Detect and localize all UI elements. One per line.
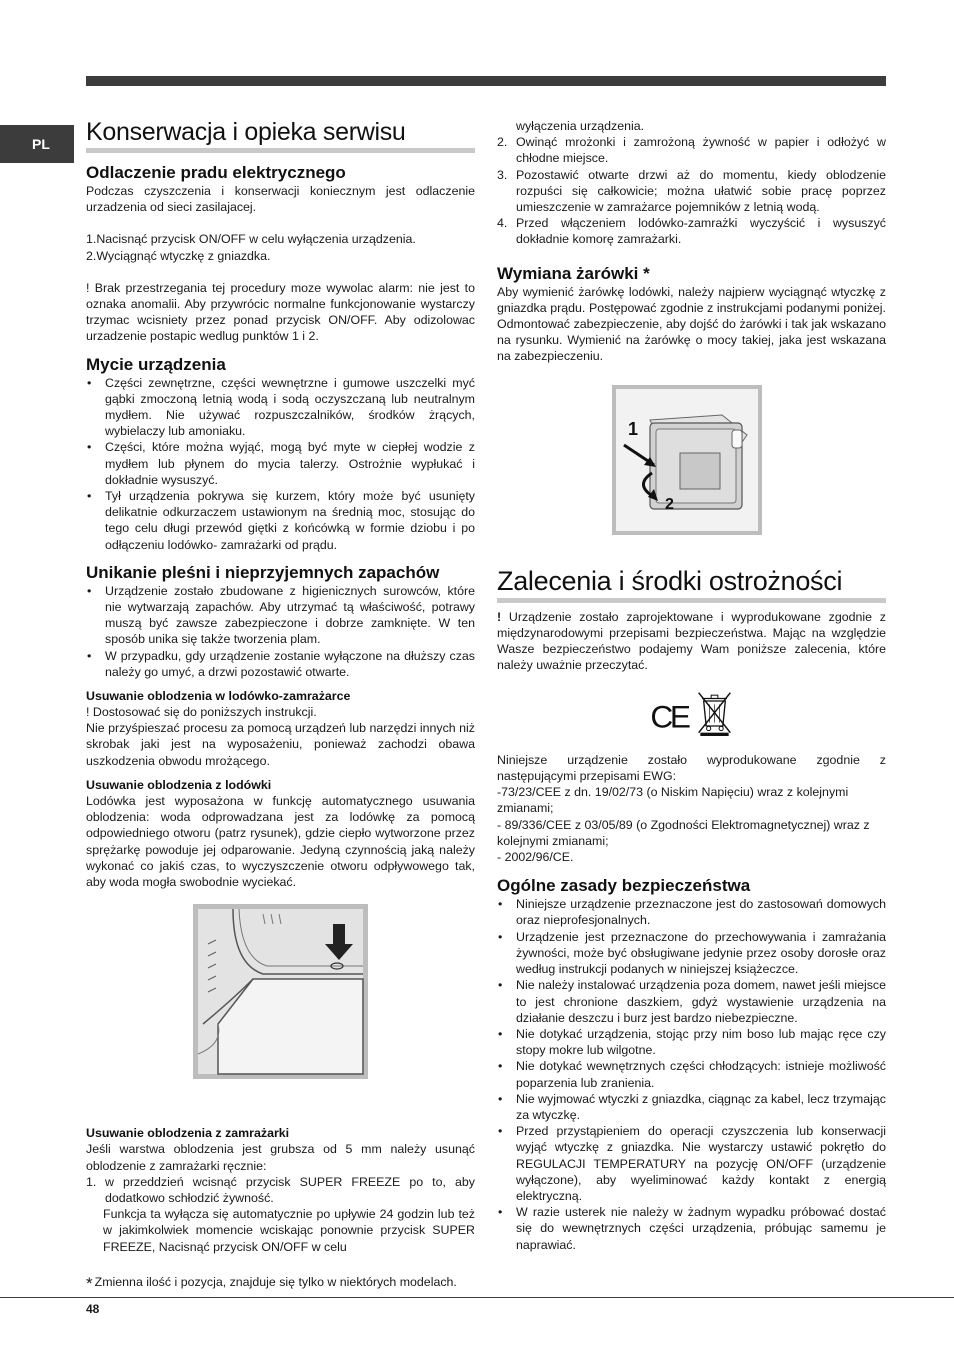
list-item: • Tył urządzenia pokrywa się kurzem, który może być usunięty delikatnie odkurzaczem ustawionym na średnią moc, stosując do tego celu długi przewód giętki z końcówką w formie dziobu i po odłączeniu lodówko- zamrażarki od prądu. bbox=[86, 488, 475, 553]
bulb-cover-illustration bbox=[612, 385, 762, 535]
heading-defrost-combo: Usuwanie oblodzenia w lodówko-zamrażarce bbox=[86, 689, 351, 704]
list-item: • Części, które można wyjąć, mogą być myte w ciepłej wodzie z mydłem lub płynem do mycia talerzy. Ostrożnie wypłukać i dokładnie wysuszyć. bbox=[86, 439, 475, 488]
list-item: • Nie należy instalować urządzenia poza domem, nawet jeśli miejsce to jest chronione daszkiem, gdyż wystawienie urządzenia na działanie deszczu i burz jest bardzo niebezpieczne. bbox=[497, 977, 886, 1026]
section-title-safety: Zalecenia i środki ostrożności bbox=[497, 566, 886, 603]
list-item: • Części zewnętrzne, części wewnętrzne i gumowe uszczelki myć gąbki zmoczoną letnią wodą i sodą oczyszczaną lub neutralnym mydłem. Nie używać rozpuszczalników, środków żrących, wybielaczy lub amoniaku. bbox=[86, 375, 475, 440]
heading-defrost-fridge: Usuwanie oblodzenia z lodówki bbox=[86, 777, 272, 792]
list-item: • Przed przystąpieniem do operacji czyszczenia lub konserwacji wyjąć wtyczkę z gniazdka. Nie wystarczy ustawić pokrętło do REGULACJI TEMPERATURY na pozycję ON/OFF (urządzenie wyłączone), aby wyeliminować każdy kontakt z energią elektryczną. bbox=[497, 1123, 886, 1204]
list-item: • Nie wyjmować wtyczki z gniazdka, ciągnąc za kabel, lecz trzymając za wtyczkę. bbox=[497, 1091, 886, 1123]
heading-general-safety: Ogólne zasady bezpieczeństwa bbox=[497, 876, 751, 896]
power-disconnect-text: Podczas czyszczenia i konserwacji koniecznym jest odlaczenie urzadzenia od sieci zasilajacej. bbox=[86, 184, 475, 215]
power-step-1: 1.Nacisnąć przycisk ON/OFF w celu wyłączenia urządzenia. bbox=[86, 232, 416, 247]
heading-mold-odours: Unikanie pleśni i nieprzyjemnych zapachów bbox=[86, 562, 440, 582]
safety-intro: ! Urządzenie zostało zaprojektowane i wyprodukowane zgodnie z międzynarodowymi przepisami bezpieczeństwa. Mając na względzie Wasze bezpieczeństwo podajemy Wam poniższe zalecenia, które należy uważnie przeczytać. bbox=[497, 609, 886, 673]
heading-defrost-freezer: Usuwanie oblodzenia z zamrażarki bbox=[86, 1126, 290, 1141]
defrost-note: ! Dostosować się do poniższych instrukcji. bbox=[86, 705, 317, 720]
defrost-warning: Nie przyśpieszać procesu za pomocą urządzeń lub narzędzi innych niż skrobak jaki jest na wyposażeniu, ponieważ zachodzi obawa uszkodzenia obwodu mrożącego. bbox=[86, 721, 475, 768]
list-item: 1. w przeddzień wcisnąć przycisk SUPER FREEZE po to, aby dodatkowo schłodzić żywność. bbox=[86, 1174, 475, 1205]
bottom-rule bbox=[0, 1297, 954, 1298]
page-number: 48 bbox=[86, 1302, 100, 1316]
mold-list bbox=[86, 583, 475, 680]
defrost-fridge-text: Lodówka jest wyposażona w funkcję automatycznego usuwania oblodzenia: woda odprowadzana jest za lodówkę za pomocą odpowiedniego otworu (patrz rysunek), gdzie ciepło wytworzone przez sprężarkę powoduje jej odparowanie. Jedyną czynnością jaką należy wykonać co jakiś czas, to wyczyszczenie otworu odpływowego tak, aby woda mogła swobodnie wyciekać. bbox=[86, 793, 475, 889]
cleaning-list bbox=[86, 375, 475, 553]
left-column bbox=[86, 118, 475, 1255]
list-item: • Urządzenie zostało zbudowane z higienicznych surowców, które nie wytwarzają zapachów. Aby utrzymać tą właściwość, potrawy muszą być zawsze zabezpieczone i dobrze zamknięte. W ten sposób unika się także tworzenia plam. bbox=[86, 583, 475, 648]
safety-list bbox=[497, 896, 886, 1252]
ce-weee-marks bbox=[642, 686, 742, 736]
list-item: 4. Przed włączeniem lodówko-zamrażki wyczyścić i wysuszyć dokładnie komorę zamrażarki. bbox=[497, 216, 886, 247]
heading-cleaning: Mycie urządzenia bbox=[86, 354, 226, 374]
list-item: 2. Owinąć mrożonki i zamrożoną żywność w papier i odłożyć w chłodne miejsce. bbox=[497, 135, 886, 166]
list-item: 3. Pozostawić otwarte drzwi aż do momentu, kiedy oblodzenie rozpuści się całkowicie; można ułatwić sobie pracę poprzez umieszczenie w zamrażarce pojemników z letnią wodą. bbox=[497, 167, 886, 215]
ewg-directive-2: - 89/336/CEE z 03/05/89 (o Zgodności Elektromagnetycznej) wraz z kolejnymi zmianami; bbox=[497, 817, 870, 848]
figure-label-1: 1 bbox=[628, 418, 639, 439]
section-title-maintenance: Konserwacja i opieka serwisu bbox=[86, 118, 475, 153]
defrost-freezer-text: Jeśli warstwa oblodzenia jest grubsza od 5 mm należy usunąć oblodzenie z zamrażarki ręcznie: bbox=[86, 1142, 475, 1173]
freezer-steps bbox=[86, 1174, 475, 1206]
bulb-replacement-text: Aby wymienić żarówkę lodówki, należy najpierw wyciągnąć wtyczkę z gniazdka prądu. Postępować zgodnie z instrukcjami podanymi poniżej. Odmontować zabezpieczenie, aby dojść do żarówki i tak jak wskazano na rysunku. Wymienić na żarówkę o mocy takiej, jaka jest wskazana na zabezpieczeniu. bbox=[497, 284, 886, 364]
power-step-2: 2.Wyciągnąć wtyczkę z gniazdka. bbox=[86, 248, 271, 263]
power-warning: ! Brak przestrzegania tej procedury moze wywolac alarm: nie jest to oznaka anomalii. Aby przywrócic normalne funkcjonowanie wystarczy trzymac wcisniety przez ponad przycisk ON/OFF. Aby odizolowac urzadzenie postapic wedlug punktów 1 i 2. bbox=[86, 280, 475, 344]
list-item: • Urządzenie jest przeznaczone do przechowywania i zamrażania żywności, może być obsługiwane jedynie przez osoby dorosłe oraz według instrukcji podanych w niniejszej książeczce. bbox=[497, 929, 886, 978]
heading-power-disconnect: Odlaczenie pradu elektrycznego bbox=[86, 163, 346, 182]
weee-bin-icon bbox=[699, 692, 731, 735]
ce-mark: CE bbox=[650, 698, 688, 735]
ewg-directive-3: - 2002/96/CE. bbox=[497, 850, 574, 865]
ewg-directive-1: -73/23/CEE z dn. 19/02/73 (o Niskim Napięciu) wraz z kolejnymi zmianami; bbox=[497, 785, 849, 816]
freezer-steps-cont bbox=[497, 134, 886, 247]
top-rule bbox=[86, 76, 886, 86]
list-item: • Nie dotykać urządzenia, stojąc przy nim boso lub mając ręce czy stopy mokre lub wilgotne. bbox=[497, 1026, 886, 1058]
list-item: • Niniejsze urządzenie przeznaczone jest do zastosowań domowych oraz nieprofesjonalnych. bbox=[497, 896, 886, 928]
list-item: • W razie usterek nie należy w żadnym wypadku próbować dostać się do wewnętrznych części urządzenia, próbując samemu je naprawiać. bbox=[497, 1204, 886, 1253]
footnote: * Zmienna ilość i pozycja, znajduje się tylko w niektórych modelach. bbox=[86, 1274, 457, 1293]
freezer-step-continuation: Funkcja ta wyłącza się automatycznie po upływie 24 godzin lub też w jakimkolwiek momencie wciskając ponownie przycisk SUPER FREEZE, Nacisnąć przycisk ON/OFF w celu bbox=[103, 1207, 475, 1254]
heading-bulb-replacement: Wymiana żarówki * bbox=[497, 263, 650, 283]
step-continuation: wyłączenia urządzenia. bbox=[516, 119, 645, 133]
figure-label-2: 2 bbox=[665, 495, 674, 513]
drain-hole-illustration bbox=[193, 904, 368, 1079]
list-item: • Nie dotykać wewnętrznych części chłodzących: istnieje możliwość poparzenia lub zranienia. bbox=[497, 1058, 886, 1090]
list-item: • W przypadku, gdy urządzenie zostanie wyłączone na dłuższy czas należy go umyć, a drzwi pozostawić otwarte. bbox=[86, 648, 475, 680]
language-tab: PL bbox=[0, 125, 74, 163]
right-column bbox=[497, 118, 886, 1253]
ewg-text: Niniejsze urządzenie zostało wyprodukowane zgodnie z następującymi przepisami EWG: bbox=[497, 752, 886, 784]
